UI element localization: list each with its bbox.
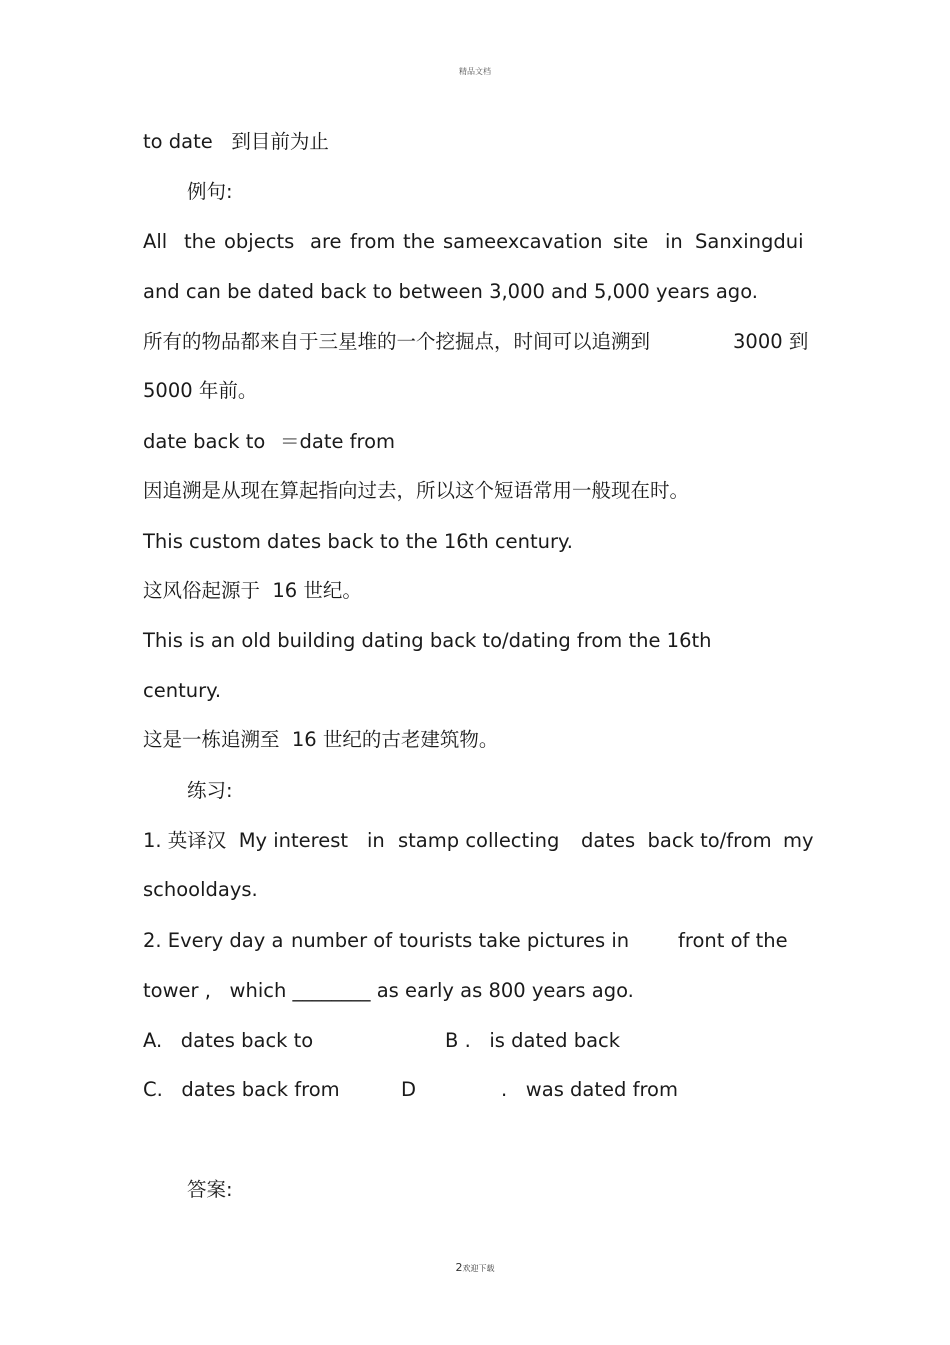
example-1-translation-num: 3000 到 <box>733 330 809 353</box>
page-footer <box>0 1261 950 1274</box>
synonym-left: date back to <box>143 430 266 453</box>
example-1-word: Sanxingdui <box>695 230 804 253</box>
option-b: B . is dated back <box>445 1029 621 1052</box>
example-1-word: sameexcavation <box>443 230 603 253</box>
answer-label: 答案: <box>187 1178 233 1201</box>
example-3-cont: century. <box>143 679 222 702</box>
exercise-label: 练习: <box>187 779 233 802</box>
example-1-translation: 所有的物品都来自于三星堆的一个挖掘点，时间可以追溯到 <box>143 330 651 353</box>
example-1-word: objects <box>224 230 295 253</box>
example-1-translation-cont: 5000 年前。 <box>143 379 258 402</box>
example-label: 例句: <box>187 180 233 203</box>
example-1-word: the <box>184 230 217 253</box>
example-1-word: from <box>350 230 396 253</box>
example-2: This custom dates back to the 16th century. <box>143 530 573 553</box>
option-a: A. dates back to <box>143 1029 314 1052</box>
exercise-1-word: in <box>367 829 385 852</box>
example-1-word: the <box>403 230 436 253</box>
option-c: C. dates back from <box>143 1078 340 1101</box>
phrase-heading: to date 到目前为止 <box>143 130 329 153</box>
option-d: . was dated from <box>501 1078 678 1101</box>
example-1-word: in <box>665 230 683 253</box>
page-number: 2 <box>455 1261 463 1274</box>
example-1-word: site <box>613 230 649 253</box>
exercise-1-cont: schooldays. <box>143 878 258 901</box>
example-1-cont: and can be dated back to between 3,000 and 5,000 years ago. <box>143 280 758 303</box>
exercise-1-word: dates back to/from <box>581 829 772 852</box>
example-1-word: All <box>143 230 168 253</box>
usage-note: 因追溯是从现在算起指向过去，所以这个短语常用一般现在时。 <box>143 479 690 502</box>
example-1-word: are <box>310 230 342 253</box>
synonym-right: ＝date from <box>280 430 396 453</box>
exercise-2: 2. Every day a <box>143 929 284 952</box>
footer-text: 欢迎下载 <box>462 1264 495 1273</box>
exercise-2-word: front of the <box>678 929 788 952</box>
exercise-2-cont: tower , which ________ as early as 800 years ago. <box>143 979 634 1002</box>
exercise-1-word: my <box>783 829 814 852</box>
example-3: This is an old building dating back to/dating from the 16th <box>143 629 712 652</box>
exercise-1: 1. 英译汉 My interest <box>143 829 349 852</box>
example-2-translation: 这风俗起源于 16 世纪。 <box>143 579 362 602</box>
exercise-2-word: tourists take pictures in <box>399 929 630 952</box>
exercise-2-word: number of <box>291 929 393 952</box>
page-header: 精品文档 <box>459 67 491 76</box>
exercise-1-word: stamp collecting <box>398 829 560 852</box>
option-d-letter: D <box>401 1078 417 1101</box>
example-3-translation: 这是一栋追溯至 16 世纪的古老建筑物。 <box>143 728 499 751</box>
